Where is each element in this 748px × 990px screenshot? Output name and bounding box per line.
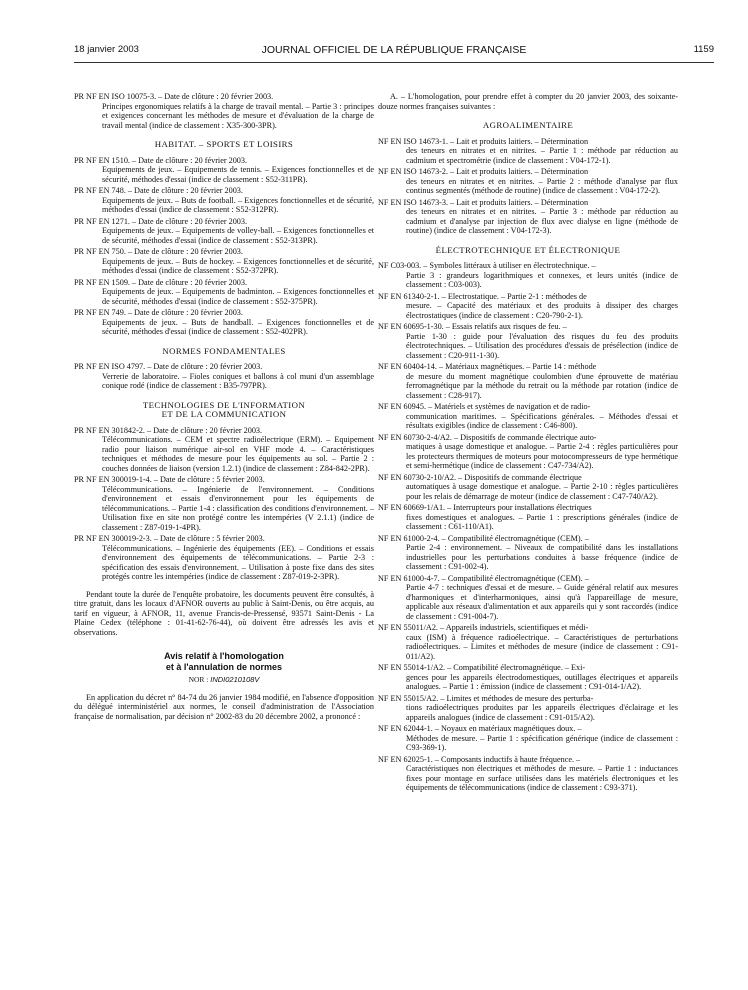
standard-entry: [378, 574, 678, 622]
standard-entry: [378, 473, 678, 502]
header-page-number: 1159: [693, 44, 714, 55]
standard-reference: PR NF EN 300019-2-3. – Date de clôture : 5 février 2003.: [74, 534, 265, 543]
closing-paragraph: Pendant toute la durée de l'enquête probatoire, les documents peuvent être consultés, à titre gratuit, dans les locaux d'AFNOR ouverts au public à Saint-Denis, ou être acquis, au tarif en vigueur, à AFNOR, 11, avenue Francis-de-Pressensé, 93571 Saint-Denis - La Plaine Cedex (téléphone : 01-41-62-76-44), où doivent être adressés les avis et observations.: [74, 589, 374, 637]
standard-entry: [74, 156, 374, 185]
standard-entry: [378, 322, 678, 360]
standard-description: Partie 3 : grandeurs logarithmiques et connexes, et leurs unités (indice de classement : C03-003).: [406, 270, 678, 289]
standard-description: Télécommunications. – Ingénierie des équipements (EE). – Conditions et essais d'environnement des équipements de télécommunications. – Partie 2-3 : spécification des essais d'environnement. – Utilisation à poste fixe dans des sites protégés contre les intempéries (indice de classement : Z87-019-2-3PR).: [102, 543, 374, 581]
standard-reference: NF EN 60945. – Matériels et systèmes de navigation et de radio-: [378, 402, 591, 411]
standard-description: matiques à usage domestique et analogue. – Partie 2-4 : règles particulières pour les protecteurs thermiques de moteurs pour motocompresseurs de type hermétique et semi-hermétique (indice de classement : C47-734/A2).: [406, 442, 678, 470]
standard-description: des teneurs en nitrates et en nitrites. – Partie 2 : méthode d'analyse par flux continus segmentés (méthode de routine) (indice de classement : V04-172-2).: [406, 176, 678, 195]
standard-reference: PR NF EN 301842-2. – Date de clôture : 20 février 2003.: [74, 425, 263, 435]
standard-description: gences pour les appareils électrodomestiques, outillages électriques et appareils analogues. – Partie 1 : émission (indice de classement : C91-014-1/A2).: [406, 672, 678, 691]
standard-entry: [74, 475, 374, 532]
standard-description: Verrerie de laboratoire. – Fioles coniques et ballons à col muni d'un assemblage conique rodé (indice de classement : B35-797PR).: [102, 371, 374, 390]
standard-entry: [74, 534, 374, 582]
standard-description: fixes domestiques et analogues. – Partie 1 : prescriptions générales (indice de classement : C61-110/A1).: [406, 512, 678, 531]
standard-entry: [378, 402, 678, 431]
standard-description: communication maritimes. – Spécifications générales. – Méthodes d'essai et résultats exigibles (indice de classement : C46-800).: [406, 411, 678, 430]
standard-reference: PR NF EN ISO 4797. – Date de clôture : 20 février 2003.: [74, 362, 263, 371]
standard-entry: [74, 186, 374, 215]
standard-description: Télécommunications. – Ingénierie de l'environnement. – Conditions d'environnement et essais d'environnement pour les équipements de télécommunications. – Partie 1-4 : classification des conditions d'environnement. – Utilisation fixe en site non protégé contre les intempéries (V 2.1.1) (indice de classement : Z87-019-1-4PR).: [102, 484, 374, 532]
standard-entry: [74, 308, 374, 337]
standard-entry: [74, 362, 374, 391]
standard-description: tions radioélectriques produites par les appareils électriques d'éclairage et les appareils analogues (indice de classement : C91-015/A2).: [406, 703, 678, 722]
standard-reference: NF EN ISO 14673-2. – Lait et produits laitiers. – Détermination: [378, 167, 589, 176]
standard-entry: [378, 137, 678, 166]
standard-reference: NF EN 55014-1/A2. – Compatibilité électromagnétique. – Exi-: [378, 663, 586, 672]
nor-reference: [74, 675, 374, 685]
standard-description: Principes ergonomiques relatifs à la charge de travail mental. – Partie 3 : principes et exigences concernant les méthodes de mesure et d'évaluation de la charge de travail mental (indice de classement : X35-300-3PR).: [102, 101, 374, 130]
standard-entry: [378, 623, 678, 661]
standard-description: Partie 4-7 : techniques d'essai et de mesure. – Guide général relatif aux mesures d'harmoniques et d'interharmoniques, ainsi qu'à l'appareillage de mesure, applicable aux réseaux d'alimentation et aux appareils qui y sont raccordés (indice de classement : C91-004-7).: [406, 583, 678, 621]
standard-entry: [378, 292, 678, 321]
standard-reference: PR NF EN 1510. – Date de clôture : 20 février 2003.: [74, 155, 248, 165]
standard-reference: NF EN 62044-1. – Noyaux en matériaux magnétiques doux. –: [378, 724, 582, 733]
standard-reference: NF C03-003. – Symboles littéraux à utiliser en électrotechnique. –: [378, 261, 596, 270]
nor-code: INDI0210108V: [210, 675, 260, 684]
standard-entry: [378, 362, 678, 400]
standard-description: Equipements de jeux. – Buts de handball. – Exigences fonctionnelles et de sécurité, méthodes d'essai (indice de classement : S52-402PR).: [102, 317, 374, 336]
standard-entry: [74, 92, 374, 130]
standard-entry: [378, 663, 678, 692]
standard-description: des teneurs en nitrates et en nitrites. – Partie 3 : méthode par réduction au cadmium et d'analyse par injection de flux avec dialyse en ligne (méthode de routine) (indice de classement : V04-172-3).: [406, 207, 678, 235]
standard-description: Equipements de jeux. – Equipements de badminton. – Exigences fonctionnelles et de sécurité, méthodes d'essai (indice de classement : S52-375PR).: [102, 287, 374, 306]
standard-entry: [378, 433, 678, 471]
standard-reference: PR NF EN ISO 10075-3. – Date de clôture : 20 février 2003.: [74, 92, 274, 101]
standard-description: Equipements de jeux. – Buts de hockey. – Exigences fonctionnelles et de sécurité, méthodes d'essai (indice de classement : S52-372PR).: [102, 256, 374, 275]
standard-reference: PR NF EN 749. – Date de clôture : 20 février 2003.: [74, 308, 243, 317]
standard-description: de mesure du moment magnétique coulombien d'une éprouvette de matériau ferromagnétique par la méthode du retrait ou la méthode par rotation (indice de classement : C28-917).: [406, 371, 678, 400]
section-heading-line: TECHNOLOGIES DE L'INFORMATION: [142, 399, 306, 410]
header-rule: [74, 62, 714, 63]
standard-description: Télécommunications. – CEM et spectre radioélectrique (ERM). – Equipement radio pour liaison numérique air-sol en VHF mode 4. – Caractéristiques techniques et méthodes de mesure pour les équipements au sol. – Partie 2 : couches données de liaison (version 1.2.1) (indice de classement : Z84-842-2PR).: [102, 435, 374, 473]
standard-entry: [74, 217, 374, 246]
running-head: [74, 44, 714, 60]
standard-description: Méthodes de mesure. – Partie 1 : spécification générique (indice de classement : C93-369-1).: [406, 733, 678, 752]
standard-reference: NF EN 55015/A2. – Limites et méthodes de mesure des perturba-: [378, 693, 594, 703]
standard-reference: PR NF EN 748. – Date de clôture : 20 février 2003.: [74, 186, 243, 195]
standard-reference: NF EN 62025-1. – Composants inductifs à haute fréquence. –: [378, 754, 581, 764]
standard-reference: NF EN 55011/A2. – Appareils industriels, scientifiques et médi-: [378, 623, 589, 632]
standard-reference: NF EN 60695-1-30. – Essais relatifs aux risques de feu. –: [378, 322, 567, 331]
standard-entry: [378, 503, 678, 532]
standard-description: automatiques à usage domestique et analogue. – Partie 2-10 : règles particulières pour les relais de démarrage de moteur (indice de classement : C47-740/A2).: [406, 482, 678, 501]
standard-reference: NF EN ISO 14673-3. – Lait et produits laitiers. – Détermination: [378, 197, 589, 207]
section-heading-electro: ÉLECTROTECHNIQUE ET ÉLECTRONIQUE: [435, 244, 621, 255]
standard-reference: NF EN 61340-2-1. – Electrostatique. – Partie 2-1 : méthodes de: [378, 291, 587, 301]
standard-entry: [378, 167, 678, 196]
standard-reference: NF EN 61000-4-7. – Compatibilité électromagnétique (CEM). –: [378, 573, 589, 583]
notice-title: [74, 651, 374, 672]
standard-reference: PR NF EN 1271. – Date de clôture : 20 février 2003.: [74, 216, 248, 226]
standard-description: Equipements de jeux. – Buts de football. – Exigences fonctionnelles et de sécurité, méthodes d'essai (indice de classement : S52-312PR).: [102, 195, 374, 214]
header-journal-title: JOURNAL OFFICIEL DE LA RÉPUBLIQUE FRANÇAISE: [261, 44, 527, 56]
standard-entry: [74, 426, 374, 474]
header-date: 18 janvier 2003: [74, 44, 139, 55]
right-column: [378, 92, 678, 795]
standard-description: des teneurs en nitrates et en nitrites. – Partie 1 : méthode par réduction au cadmium et spectrométrie (indice de classement : V04-172-1).: [406, 146, 678, 165]
standard-entry: [378, 534, 678, 572]
standard-entry: [378, 694, 678, 723]
section-heading-agro: AGROALIMENTAIRE: [482, 120, 574, 130]
section-heading-habitat: HABITAT. – SPORTS ET LOISIRS: [154, 139, 294, 149]
standard-reference: PR NF EN 300019-1-4. – Date de clôture : 5 février 2003.: [74, 475, 265, 484]
standard-reference: NF EN 60404-14. – Matériaux magnétiques. – Partie 14 : méthode: [378, 362, 597, 371]
intro-paragraph: En application du décret n° 84-74 du 26 janvier 1984 modifié, en l'absence d'opposition du délégué interministériel aux normes, le conseil d'administration de l'Association française de normalisation, par décision n° 2002-83 du 20 décembre 2002, a prononcé :: [74, 692, 374, 721]
standard-description: Caractéristiques non électriques et méthodes de mesure. – Partie 1 : inductances fixes pour montage en surface utilisées dans les matériels électroniques et les équipements de télécommunications (indice de classement : C93-371).: [406, 764, 678, 792]
section-heading-normes: NORMES FONDAMENTALES: [162, 345, 286, 356]
standard-description: Equipements de jeux. – Equipements de tennis. – Exigences fonctionnelles et de sécurité, méthodes d'essai (indice de classement : S52-311PR).: [102, 165, 374, 184]
nor-label: NOR :: [188, 675, 209, 684]
standard-description: Partie 1-30 : guide pour l'évaluation des risques du feu des produits électrotechniques. – Utilisation des procédures d'essais de présélection (indice de classement : C20-911-1-30).: [406, 331, 678, 360]
homologation-intro: A. – L'homologation, pour prendre effet à compter du 20 janvier 2003, des soixante-douze normes françaises suivantes :: [378, 92, 678, 111]
standard-reference: PR NF EN 750. – Date de clôture : 20 février 2003.: [74, 247, 243, 256]
standard-entry: [378, 755, 678, 793]
standard-reference: NF EN 60730-2-4/A2. – Dispositifs de commande électrique auto-: [378, 432, 597, 442]
standard-description: mesure. – Capacité des matériaux et des produits à dissiper des charges électrostatiques (indice de classement : C20-790-2-1).: [406, 301, 678, 320]
standard-entry: [378, 724, 678, 753]
standard-reference: NF EN 60730-2-10/A2. – Dispositifs de commande électrique: [378, 472, 582, 482]
section-heading-tic: [74, 401, 374, 420]
notice-title-line: et à l'annulation de normes: [165, 661, 283, 672]
standard-description: Partie 2-4 : environnement. – Niveaux de compatibilité dans les installations industrielles pour les perturbations conduites à basse fréquence (indice de classement : C91-002-4).: [406, 543, 678, 571]
section-heading-line: ET DE LA COMMUNICATION: [161, 409, 287, 419]
standard-reference: NF EN ISO 14673-1. – Lait et produits laitiers. – Détermination: [378, 136, 589, 146]
standard-entry: [378, 261, 678, 290]
notice-title-line: Avis relatif à l'homologation: [164, 651, 284, 661]
standard-entry: [74, 278, 374, 307]
standard-description: Equipements de jeux. – Equipements de volley-ball. – Exigences fonctionnelles et de sécurité, méthodes d'essai (indice de classement : S52-313PR).: [102, 226, 374, 245]
standard-reference: NF EN 60669-1/A1. – Interrupteurs pour installations électriques: [378, 503, 592, 512]
standard-entry: [74, 247, 374, 276]
standard-reference: PR NF EN 1509. – Date de clôture : 20 février 2003.: [74, 277, 248, 287]
standard-reference: NF EN 61000-2-4. – Compatibilité électromagnétique (CEM). –: [378, 533, 589, 543]
standard-entry: [378, 198, 678, 236]
left-column: [74, 92, 374, 721]
standard-description: caux (ISM) à fréquence radioélectrique. – Caractéristiques de perturbations radioélectriques. – Limites et méthodes de mesure (indice de classement : C91-011/A2).: [406, 632, 678, 661]
